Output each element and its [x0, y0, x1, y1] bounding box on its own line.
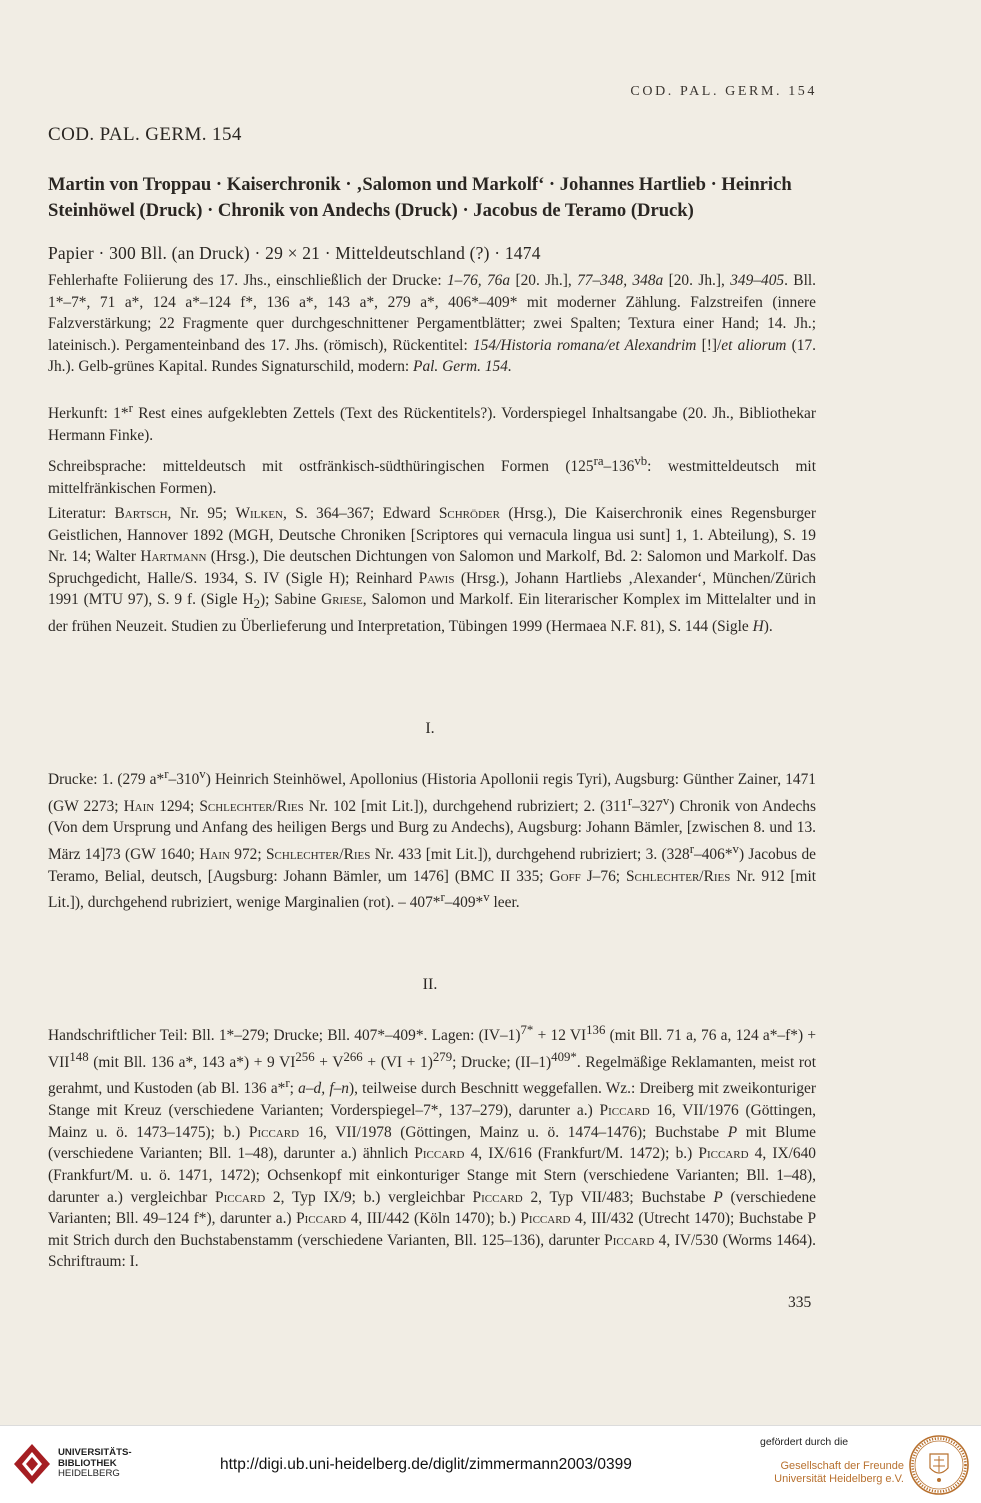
text: (Hrsg.), Die Kaiserchronik eines Regensburger Geistlichen, Hannover 1892 (MGH, Deutsche Chroniken [Scriptores qui vernacula lingua usi sunt] 1, 1. Abteilung), S. 19 Nr. 14; Walter — [48, 505, 817, 566]
superscript: 256 — [295, 1049, 315, 1064]
text: , S. 364–367; Edward — [283, 505, 439, 522]
author-name: Schlechter/Ries — [625, 867, 731, 885]
page-number: 335 — [788, 1294, 812, 1311]
superscript: r — [440, 890, 445, 905]
italic-text: H — [752, 618, 764, 636]
text: 16, VII/1978 (Göttingen, Mainz u. ö. 1474–1476); Buchstabe — [299, 1123, 728, 1141]
superscript: 136 — [586, 1023, 606, 1037]
text: –409* — [444, 894, 484, 912]
sponsor-name[interactable] — [752, 1460, 904, 1486]
text: Nr. 102 [mit Lit.]), durchgehend rubriziert; 2. (311 — [303, 797, 628, 815]
text: ) Heinrich Steinhöwel, Apollonius (Historia Apollonii regis Tyri), Augsburg: Günther Zainer, 1471 (GW 2273; — [48, 771, 816, 815]
superscript: v — [662, 793, 670, 808]
italic-text: 1–76, 76a — [446, 272, 511, 289]
italic-text: Pal. Germ. 154. — [413, 358, 512, 376]
physical-description: Papier · 300 Bll. (an Druck) · 29 × 21 · Mitteldeutschland (?) · 1474 — [48, 243, 541, 263]
text: ) Jacobus de Teramo, Belial, deutsch, [Augsburg: Johann Bämler, um 1476] (BMC II 335; — [48, 846, 816, 885]
university-seal-icon — [908, 1434, 970, 1496]
text: Literatur: — [48, 505, 115, 522]
text: ; Drucke; (II–1) — [452, 1053, 552, 1071]
text: Herkunft: 1* — [48, 405, 129, 423]
text: (mit Bll. 71 a, 76 a, 124 a*–f*) + VII — [48, 1027, 817, 1071]
text: [!]/ — [696, 336, 722, 354]
superscript: 7* — [520, 1023, 534, 1037]
author-name: Schlechter/Ries — [199, 797, 304, 815]
text: [20. Jh.], — [510, 272, 578, 289]
text: ) Chronik von Andechs (Von dem Ursprung und Anfang des heiligen Bergs und Burg zu Andechs), Augsburg: Johann Bämler, [zwischen 8. und 13. März 14]73 (GW 1640; — [48, 797, 816, 864]
author-name: Schlechter/Ries — [266, 846, 371, 864]
italic-text: 349–405 — [730, 272, 785, 289]
superscript: r — [285, 1076, 290, 1091]
section-heading-i: I. — [425, 720, 435, 737]
superscript: ra — [593, 454, 604, 468]
text: 4, IV/530 (Worms 1464). Schriftraum: I. — [48, 1231, 816, 1271]
prints-paragraph — [48, 764, 816, 914]
author-name: Bartsch — [114, 505, 168, 522]
text: leer. — [489, 894, 520, 912]
text: + 12 VI — [533, 1027, 587, 1045]
provenance-paragraph — [48, 398, 816, 446]
superscript: v — [732, 842, 739, 857]
text: –310 — [168, 771, 200, 789]
author-name: Piccard — [520, 1210, 571, 1228]
superscript: v — [199, 767, 206, 781]
author-name: Hain — [199, 846, 230, 864]
text: . Regelmäßige Reklamanten, meist rot gerahmt, und Kustoden (ab Bl. 136 a* — [48, 1053, 816, 1098]
text: [20. Jh.], — [663, 272, 731, 289]
text: (verschiedene Varianten; Bll. 49–124 f*), darunter a.) — [48, 1188, 816, 1228]
text: 4, III/432 (Utrecht 1470); Buchstabe P mit Strich durch den Buchstabenstamm (verschiedene Varianten, Bll. 125–136), darunter — [48, 1210, 817, 1249]
text: 972; — [229, 846, 266, 864]
superscript: 148 — [69, 1049, 89, 1064]
text: J–76; — [580, 867, 626, 885]
foliation-paragraph — [48, 270, 816, 378]
section-heading-ii: II. — [422, 976, 438, 993]
author-name: Goff — [549, 867, 581, 885]
text: ), teilweise durch Beschnitt weggefallen. Wz.: Dreiberg mit zweikonturiger Stange mit Kreuz (verschiedene Varianten; Vorderspiegel–7*, 137–279), darunter a.) — [48, 1080, 816, 1120]
text: Handschriftlicher Teil: Bll. 1*–279; Drucke; Bll. 407*–409*. Lagen: (IV–1) — [48, 1027, 521, 1045]
italic-text: 154/Historia romana/et Alexandrim — [472, 336, 697, 354]
text: (mit Bll. 136 a*, 143 a*) + 9 VI — [88, 1053, 296, 1071]
literature-paragraph — [48, 503, 816, 638]
text: –327 — [632, 797, 663, 815]
italic-text: et aliorum — [721, 336, 787, 354]
superscript: 266 — [343, 1049, 363, 1064]
author-name: Schröder — [438, 505, 500, 522]
superscript: r — [689, 842, 695, 857]
author-name: Piccard — [414, 1145, 465, 1163]
text: ; — [289, 1080, 299, 1098]
university-library-logo-icon[interactable] — [10, 1436, 54, 1492]
superscript: vb — [634, 454, 648, 468]
author-name: Piccard — [248, 1123, 300, 1141]
text: (17. Jh.). Gelb-grünes Kapital. Rundes Signaturschild, modern: — [48, 336, 817, 376]
superscript: r — [164, 767, 169, 781]
text: 1294; — [154, 797, 200, 815]
author-name: Wilken — [235, 505, 283, 522]
viewer-footer — [0, 1425, 981, 1503]
italic-text: 77–348, 348a — [577, 272, 664, 289]
italic-text: P — [713, 1188, 723, 1206]
author-name: Piccard — [296, 1210, 347, 1228]
text: Rest eines aufgeklebten Zettels (Text des Rückentitels?). Vorderspiegel Inhaltsangabe (20. Jh., Bibliothekar Hermann Finke). — [48, 405, 816, 444]
author-name: Piccard — [599, 1102, 650, 1120]
codex-title: COD. PAL. GERM. 154 — [48, 124, 242, 145]
sponsor-name-line: Gesellschaft der Freunde — [780, 1460, 904, 1472]
text: : westmitteldeutsch mit mittelfränkischen Formen). — [48, 458, 816, 497]
text: Schreibsprache: mitteldeutsch mit ostfränkisch-südthüringischen Formen (125 — [48, 458, 594, 476]
text: 2, Typ VII/483; Buchstabe — [522, 1188, 714, 1206]
main-title: Martin von Troppau · Kaiserchronik · ‚Salomon und Markolf‘ · Johannes Hartlieb · Heinrich Steinhöwel (Druck) · Chronik von Andechs (Druck) · Jacobus de Teramo (Druck) — [48, 174, 792, 221]
library-name-line: BIBLIOTHEK — [58, 1457, 117, 1469]
text: , Salomon und Markolf. Ein literarischer Komplex im Mittelalter und in der frühen Neuzeit. Studien zu Überlieferung und Interpretation, Tübingen 1999 (Hermaea N.F. 81), S. 144 (Sigle — [48, 591, 816, 636]
text: –406* — [694, 846, 733, 864]
library-name-line: UNIVERSITÄTS- — [58, 1447, 132, 1458]
text: + (VI + 1) — [362, 1053, 433, 1071]
text: , Nr. 95; — [167, 505, 236, 522]
text: 2, Typ IX/9; b.) vergleichbar — [265, 1188, 473, 1206]
text: 16, VII/1976 (Göttingen, Mainz u. ö. 1473–1475); b.) — [48, 1102, 816, 1141]
language-paragraph — [48, 451, 816, 499]
author-name: Piccard — [472, 1188, 523, 1206]
text: Fehlerhafte Foliierung des 17. Jhs., einschließlich der Drucke: — [48, 272, 447, 289]
text: Nr. 433 [mit Lit.]), durchgehend rubriziert; 3. (328 — [370, 846, 690, 864]
text: mit Blume (verschiedene Varianten; Bll. 1–48), darunter a.) ähnlich — [48, 1123, 816, 1163]
text: ). — [763, 618, 773, 636]
text: Nr. 912 [mit Lit.]), durchgehend rubriziert, wenige Marginalien (rot). – 407* — [48, 867, 817, 912]
author-name: Pawis — [418, 569, 455, 587]
text: 4, IX/640 (Frankfurt/M. u. ö. 1471, 1472); Ochsenkopf mit einkonturiger Stange mit Stern (verschiedene Varianten; Bll. 1–48), darunter a.) vergleichbar — [48, 1145, 816, 1206]
text: Drucke: 1. (279 a* — [48, 771, 165, 789]
text: + V — [314, 1053, 344, 1071]
author-name: Hain — [123, 797, 155, 815]
university-library-name[interactable] — [58, 1448, 132, 1480]
superscript: 279 — [432, 1049, 453, 1064]
manuscript-paragraph — [48, 1020, 816, 1273]
author-name: Piccard — [604, 1231, 655, 1249]
library-name-line: HEIDELBERG — [58, 1468, 120, 1480]
text: 4, III/442 (Köln 1470); b.) — [346, 1210, 521, 1228]
text: –136 — [603, 458, 635, 476]
text: ); Sabine — [260, 591, 322, 609]
author-name: Piccard — [698, 1145, 749, 1163]
permalink-url[interactable]: http://digi.ub.uni-heidelberg.de/diglit/zimmermann2003/0399 — [220, 1456, 632, 1473]
text: 4, IX/616 (Frankfurt/M. 1472); b.) — [464, 1145, 699, 1163]
author-name: Hartmann — [140, 548, 207, 566]
text: (Hrsg.), Die deutschen Dichtungen von Salomon und Markolf, Bd. 2: Salomon und Markolf. Das Spruchgedicht, Halle/S. 1934, S. IV (Sigle H); Reinhard — [48, 548, 816, 587]
subscript: 2 — [253, 597, 261, 612]
sponsor-name-line: Universität Heidelberg e.V. — [774, 1473, 904, 1485]
text: (Hrsg.), Johann Hartliebs ‚Alexander‘, München/Zürich 1991 (MTU 97), S. 9 f. (Sigle H — [48, 569, 816, 609]
superscript: r — [627, 793, 633, 808]
author-name: Griese — [321, 591, 363, 609]
italic-text: a–d, f–n — [298, 1080, 349, 1098]
text: . Bll. 1*–7*, 71 a*, 124 a*–124 f*, 136 a*, 143 a*, 279 a*, 406*–409* mit moderner Zählung. Falzstreifen (innere Falzverstärkung; 22 Fragmente quer durchgeschnittener Pergamentblätter; zwei Spalten; Textura einer Hand; 14. Jh.; lateinisch.). Pergamenteinband des 17. Jhs. (römisch), Rückentitel: — [48, 272, 816, 354]
superscript: r — [128, 401, 133, 415]
superscript: 409* — [551, 1049, 577, 1064]
italic-text: P — [727, 1123, 738, 1141]
superscript: v — [483, 890, 490, 905]
author-name: Piccard — [215, 1188, 266, 1206]
sponsor-label: gefördert durch die — [760, 1436, 849, 1448]
running-head: COD. PAL. GERM. 154 — [630, 84, 817, 99]
